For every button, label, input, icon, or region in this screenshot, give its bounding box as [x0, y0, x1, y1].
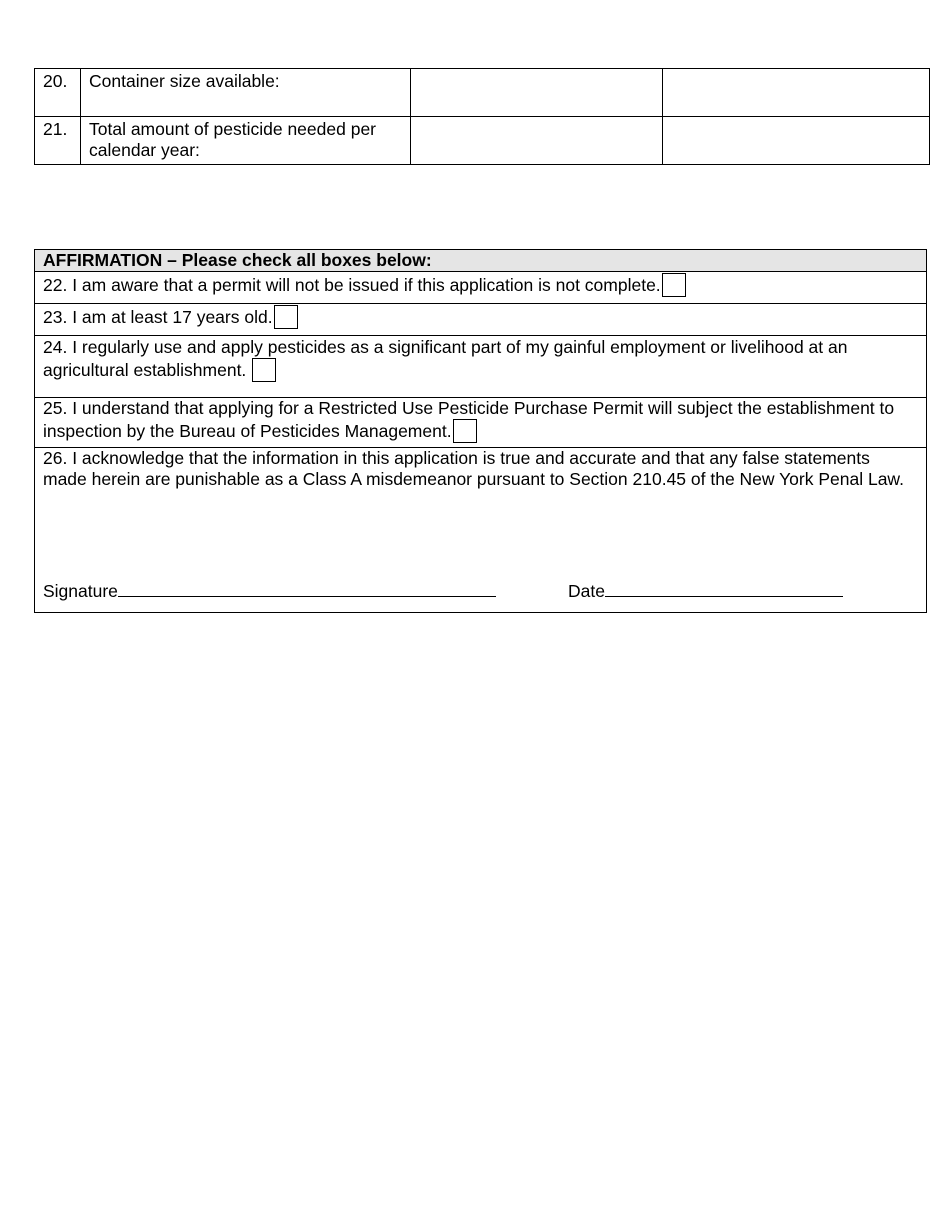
affirmation-item-text: 22. I am aware that a permit will not be issued if this application is not complete.: [43, 275, 661, 295]
table-row: [35, 117, 930, 165]
affirmation-item-22: [35, 272, 926, 304]
affirmation-checkbox-24[interactable]: [252, 358, 276, 382]
affirmation-section: [34, 249, 927, 613]
container-size-field-1[interactable]: [411, 69, 663, 117]
affirmation-item-text: 24. I regularly use and apply pesticides as a significant part of my gainful employment or livelihood at an agricultural establishment.: [43, 337, 848, 380]
question-label: Container size available:: [81, 69, 411, 117]
signature-label: Signature: [43, 581, 118, 601]
affirmation-checkbox-25[interactable]: [453, 419, 477, 443]
affirmation-item-text: 25. I understand that applying for a Restricted Use Pesticide Purchase Permit will subject the establishment to inspection by the Bureau of Pesticides Management.: [43, 398, 895, 441]
date-line: [568, 578, 843, 602]
total-amount-field-2[interactable]: [663, 117, 930, 165]
affirmation-item-text: 23. I am at least 17 years old.: [43, 307, 273, 327]
question-number: 20.: [35, 69, 81, 117]
pesticide-quantity-table: [34, 68, 930, 165]
date-field[interactable]: [605, 578, 843, 597]
affirmation-header: AFFIRMATION – Please check all boxes below:: [35, 250, 926, 272]
affirmation-checkbox-22[interactable]: [662, 273, 686, 297]
affirmation-item-26: [35, 448, 926, 613]
affirmation-item-text: 26. I acknowledge that the information in this application is true and accurate and that any false statements made herein are punishable as a Class A misdemeanor pursuant to Section 210.45 of the New York Penal Law.: [43, 448, 904, 489]
affirmation-item-24: [35, 336, 926, 398]
question-label: Total amount of pesticide needed per calendar year:: [81, 117, 411, 165]
total-amount-field-1[interactable]: [411, 117, 663, 165]
question-number: 21.: [35, 117, 81, 165]
signature-field[interactable]: [118, 578, 496, 597]
affirmation-item-25: [35, 398, 926, 448]
container-size-field-2[interactable]: [663, 69, 930, 117]
affirmation-item-23: [35, 304, 926, 336]
table-row: [35, 69, 930, 117]
affirmation-checkbox-23[interactable]: [274, 305, 298, 329]
signature-line: [43, 578, 496, 602]
date-label: Date: [568, 581, 605, 601]
